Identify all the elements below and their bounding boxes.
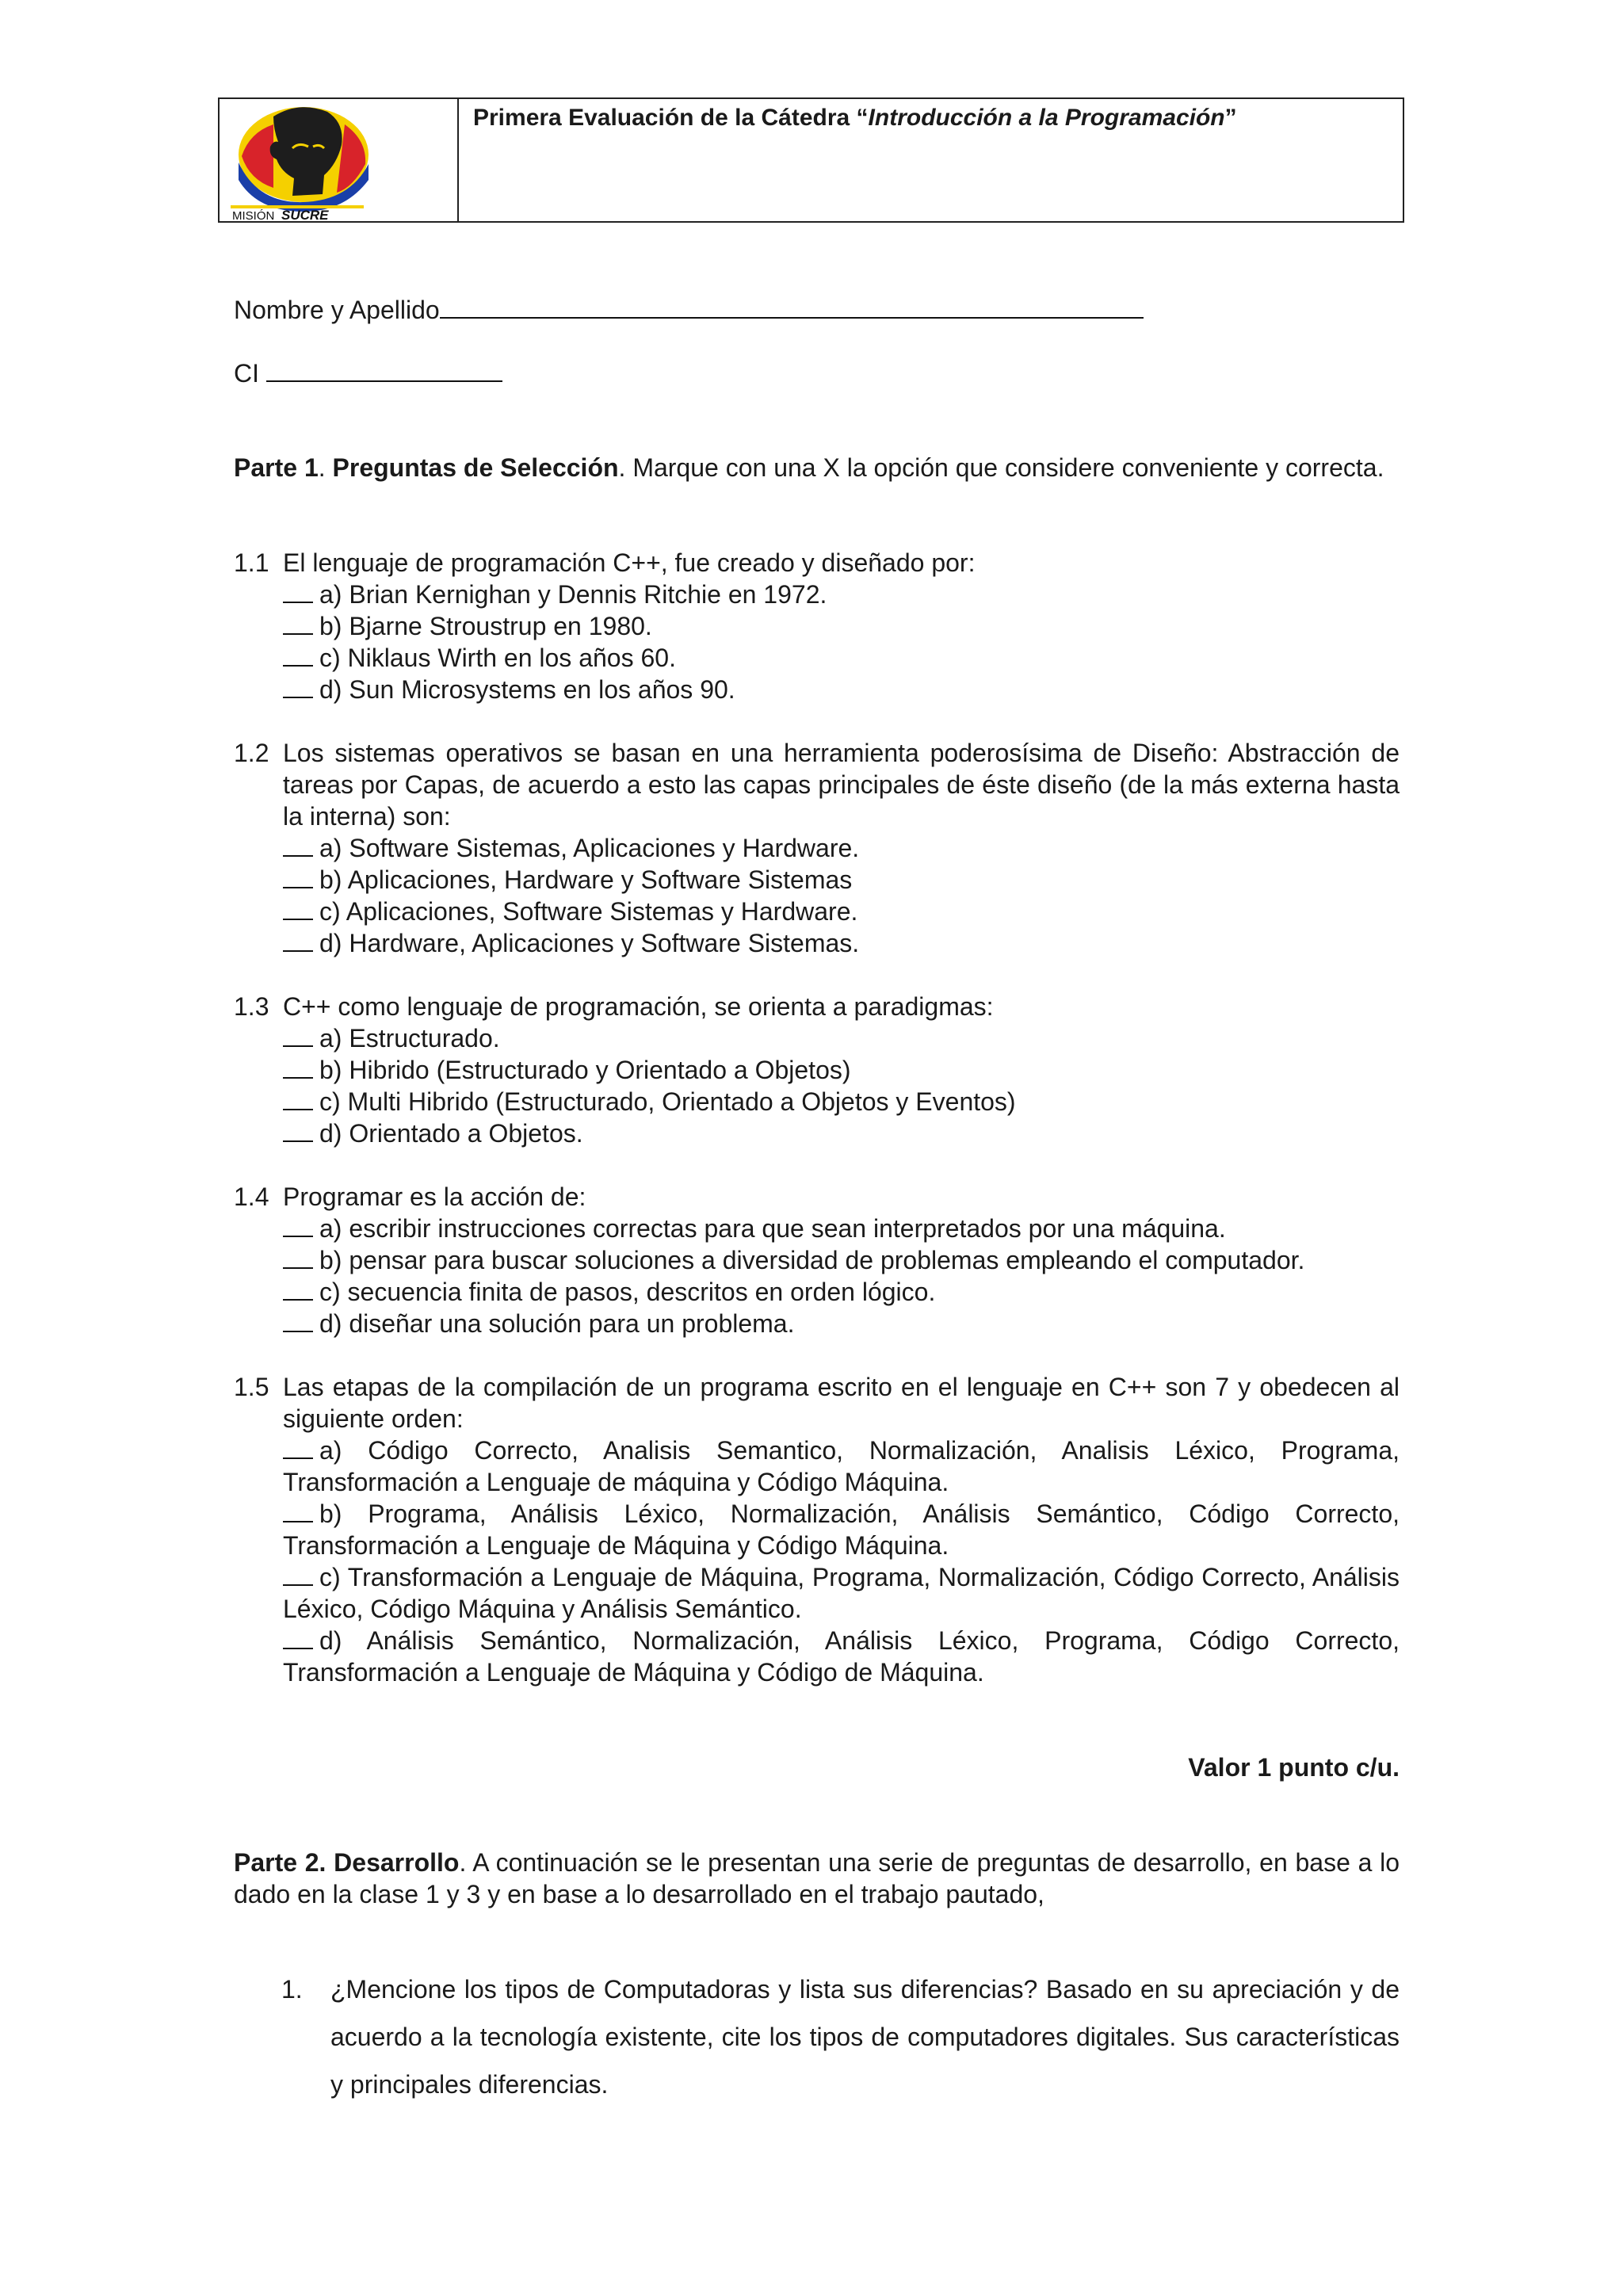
question-number: 1.2 bbox=[234, 739, 269, 767]
development-question-1 bbox=[281, 1966, 1400, 2108]
question-text: ¿Mencione los tipos de Computadoras y lista sus diferencias? Basado en su apreciación y de acuerdo a la tecnología existente, cite los tipos de computadores digitales. Sus características y principales diferencias. bbox=[330, 1975, 1400, 2099]
option-d[interactable]: d) Sun Microsystems en los años 90. bbox=[234, 674, 1400, 705]
answer-blank[interactable] bbox=[283, 833, 313, 857]
option-b[interactable]: b) Programa, Análisis Léxico, Normalización, Análisis Semántico, Código Correcto, Transformación a Lenguaje de Máquina y Código Máquina. bbox=[283, 1499, 1400, 1560]
option-d[interactable]: d) Orientado a Objetos. bbox=[234, 1117, 1400, 1149]
answer-blank[interactable] bbox=[283, 674, 313, 698]
part2-intro bbox=[234, 1847, 1400, 1910]
answer-blank[interactable] bbox=[283, 1055, 313, 1079]
mision-sucre-logo bbox=[226, 101, 369, 221]
name-label: Nombre y Apellido bbox=[234, 296, 440, 324]
document-title: Primera Evaluación de la Cátedra “Introducción a la Programación” bbox=[473, 105, 1237, 131]
part2-heading: Parte 2. Desarrollo bbox=[234, 1848, 460, 1877]
answer-blank[interactable] bbox=[283, 1087, 313, 1110]
question-number: 1.4 bbox=[234, 1182, 269, 1211]
title-cell bbox=[459, 99, 1403, 221]
option-a[interactable]: a) Software Sistemas, Aplicaciones y Hardware. bbox=[234, 832, 1400, 864]
logo-cell bbox=[220, 99, 459, 221]
option-c[interactable]: c) Niklaus Wirth en los años 60. bbox=[234, 642, 1400, 674]
answer-blank[interactable] bbox=[283, 1245, 313, 1269]
ci-field-row bbox=[234, 357, 1400, 389]
option-c[interactable]: c) secuencia finita de pasos, descritos en orden lógico. bbox=[234, 1276, 1400, 1308]
answer-blank[interactable] bbox=[283, 643, 313, 667]
question-text: Los sistemas operativos se basan en una herramienta poderosísima de Diseño: Abstracción de tareas por Capas, de acuerdo a esto las capas principales de éste diseño (de la más externa hasta la interna) son: bbox=[283, 739, 1400, 831]
option-a[interactable]: a) Brian Kernighan y Dennis Ritchie en 1972. bbox=[234, 579, 1400, 610]
part1-heading: Preguntas de Selección bbox=[332, 453, 619, 482]
option-c[interactable]: c) Aplicaciones, Software Sistemas y Hardware. bbox=[234, 896, 1400, 927]
part2-instructions: . A continuación se le presentan una serie de preguntas de desarrollo, en base a lo dado en la clase 1 y 3 y en base a lo desarrollado en el trabajo pautado, bbox=[234, 1848, 1400, 1908]
question-1-3 bbox=[234, 991, 1400, 1149]
part1-instructions: . Marque con una X la opción que considere conveniente y correcta. bbox=[618, 453, 1384, 482]
option-a[interactable]: a) escribir instrucciones correctas para que sean interpretados por una máquina. bbox=[234, 1213, 1400, 1244]
option-c[interactable]: c) Transformación a Lenguaje de Máquina, Programa, Normalización, Código Correcto, Análisis Léxico, Código Máquina y Análisis Semántico. bbox=[283, 1563, 1400, 1623]
answer-blank[interactable] bbox=[283, 865, 313, 888]
question-number: 1.1 bbox=[234, 548, 269, 577]
question-text: Programar es la acción de: bbox=[283, 1182, 586, 1211]
answer-blank[interactable] bbox=[283, 1213, 313, 1237]
option-d[interactable]: d) diseñar una solución para un problema. bbox=[234, 1308, 1400, 1339]
answer-blank[interactable] bbox=[283, 896, 313, 920]
question-1-1 bbox=[234, 547, 1400, 705]
logo-text-mision: MISIÓN bbox=[232, 209, 275, 221]
part1-label: Parte 1 bbox=[234, 453, 319, 482]
question-number: 1. bbox=[281, 1975, 303, 2004]
answer-blank[interactable] bbox=[283, 1023, 313, 1047]
answer-blank[interactable] bbox=[283, 611, 313, 635]
answer-blank[interactable] bbox=[283, 928, 313, 952]
option-d[interactable]: d) Análisis Semántico, Normalización, Análisis Léxico, Programa, Código Correcto, Transformación a Lenguaje de Máquina y Código de Máquina. bbox=[283, 1626, 1400, 1687]
answer-blank[interactable] bbox=[283, 1626, 313, 1649]
answer-blank[interactable] bbox=[283, 1118, 313, 1142]
ci-label: CI bbox=[234, 359, 259, 388]
question-text: Las etapas de la compilación de un programa escrito en el lenguaje en C++ son 7 y obedecen al siguiente orden: bbox=[283, 1373, 1400, 1433]
name-field-row bbox=[234, 293, 1400, 326]
question-text: El lenguaje de programación C++, fue creado y diseñado por: bbox=[283, 548, 976, 577]
name-input-line[interactable] bbox=[440, 293, 1144, 319]
logo-text-sucre: SUCRE bbox=[281, 208, 329, 221]
answer-blank[interactable] bbox=[283, 1499, 313, 1522]
question-number: 1.5 bbox=[234, 1373, 269, 1401]
value-note: Valor 1 punto c/u. bbox=[1188, 1753, 1400, 1782]
option-a[interactable]: a) Código Correcto, Analisis Semantico, Normalización, Analisis Léxico, Programa, Transformación a Lenguaje de máquina y Código Máquina. bbox=[283, 1436, 1400, 1496]
answer-blank[interactable] bbox=[283, 579, 313, 603]
option-c[interactable]: c) Multi Hibrido (Estructurado, Orientado a Objetos y Eventos) bbox=[234, 1086, 1400, 1117]
question-1-5 bbox=[234, 1371, 1400, 1688]
option-b[interactable]: b) pensar para buscar soluciones a diversidad de problemas empleando el computador. bbox=[234, 1244, 1400, 1276]
option-b[interactable]: b) Hibrido (Estructurado y Orientado a Objetos) bbox=[234, 1054, 1400, 1086]
option-b[interactable]: b) Aplicaciones, Hardware y Software Sistemas bbox=[234, 864, 1400, 896]
option-d[interactable]: d) Hardware, Aplicaciones y Software Sistemas. bbox=[234, 927, 1400, 959]
option-a[interactable]: a) Estructurado. bbox=[234, 1022, 1400, 1054]
answer-blank[interactable] bbox=[283, 1308, 313, 1332]
header-box bbox=[218, 97, 1404, 223]
question-1-2 bbox=[234, 737, 1400, 959]
question-text: C++ como lenguaje de programación, se orienta a paradigmas: bbox=[283, 992, 994, 1021]
ci-input-line[interactable] bbox=[266, 357, 502, 382]
option-b[interactable]: b) Bjarne Stroustrup en 1980. bbox=[234, 610, 1400, 642]
answer-blank[interactable] bbox=[283, 1435, 313, 1459]
question-1-4 bbox=[234, 1181, 1400, 1339]
question-number: 1.3 bbox=[234, 992, 269, 1021]
part1-intro: Parte 1. Preguntas de Selección. Marque con una X la opción que considere conveniente y correcta. bbox=[234, 453, 1384, 482]
answer-blank[interactable] bbox=[283, 1277, 313, 1301]
answer-blank[interactable] bbox=[283, 1562, 313, 1586]
